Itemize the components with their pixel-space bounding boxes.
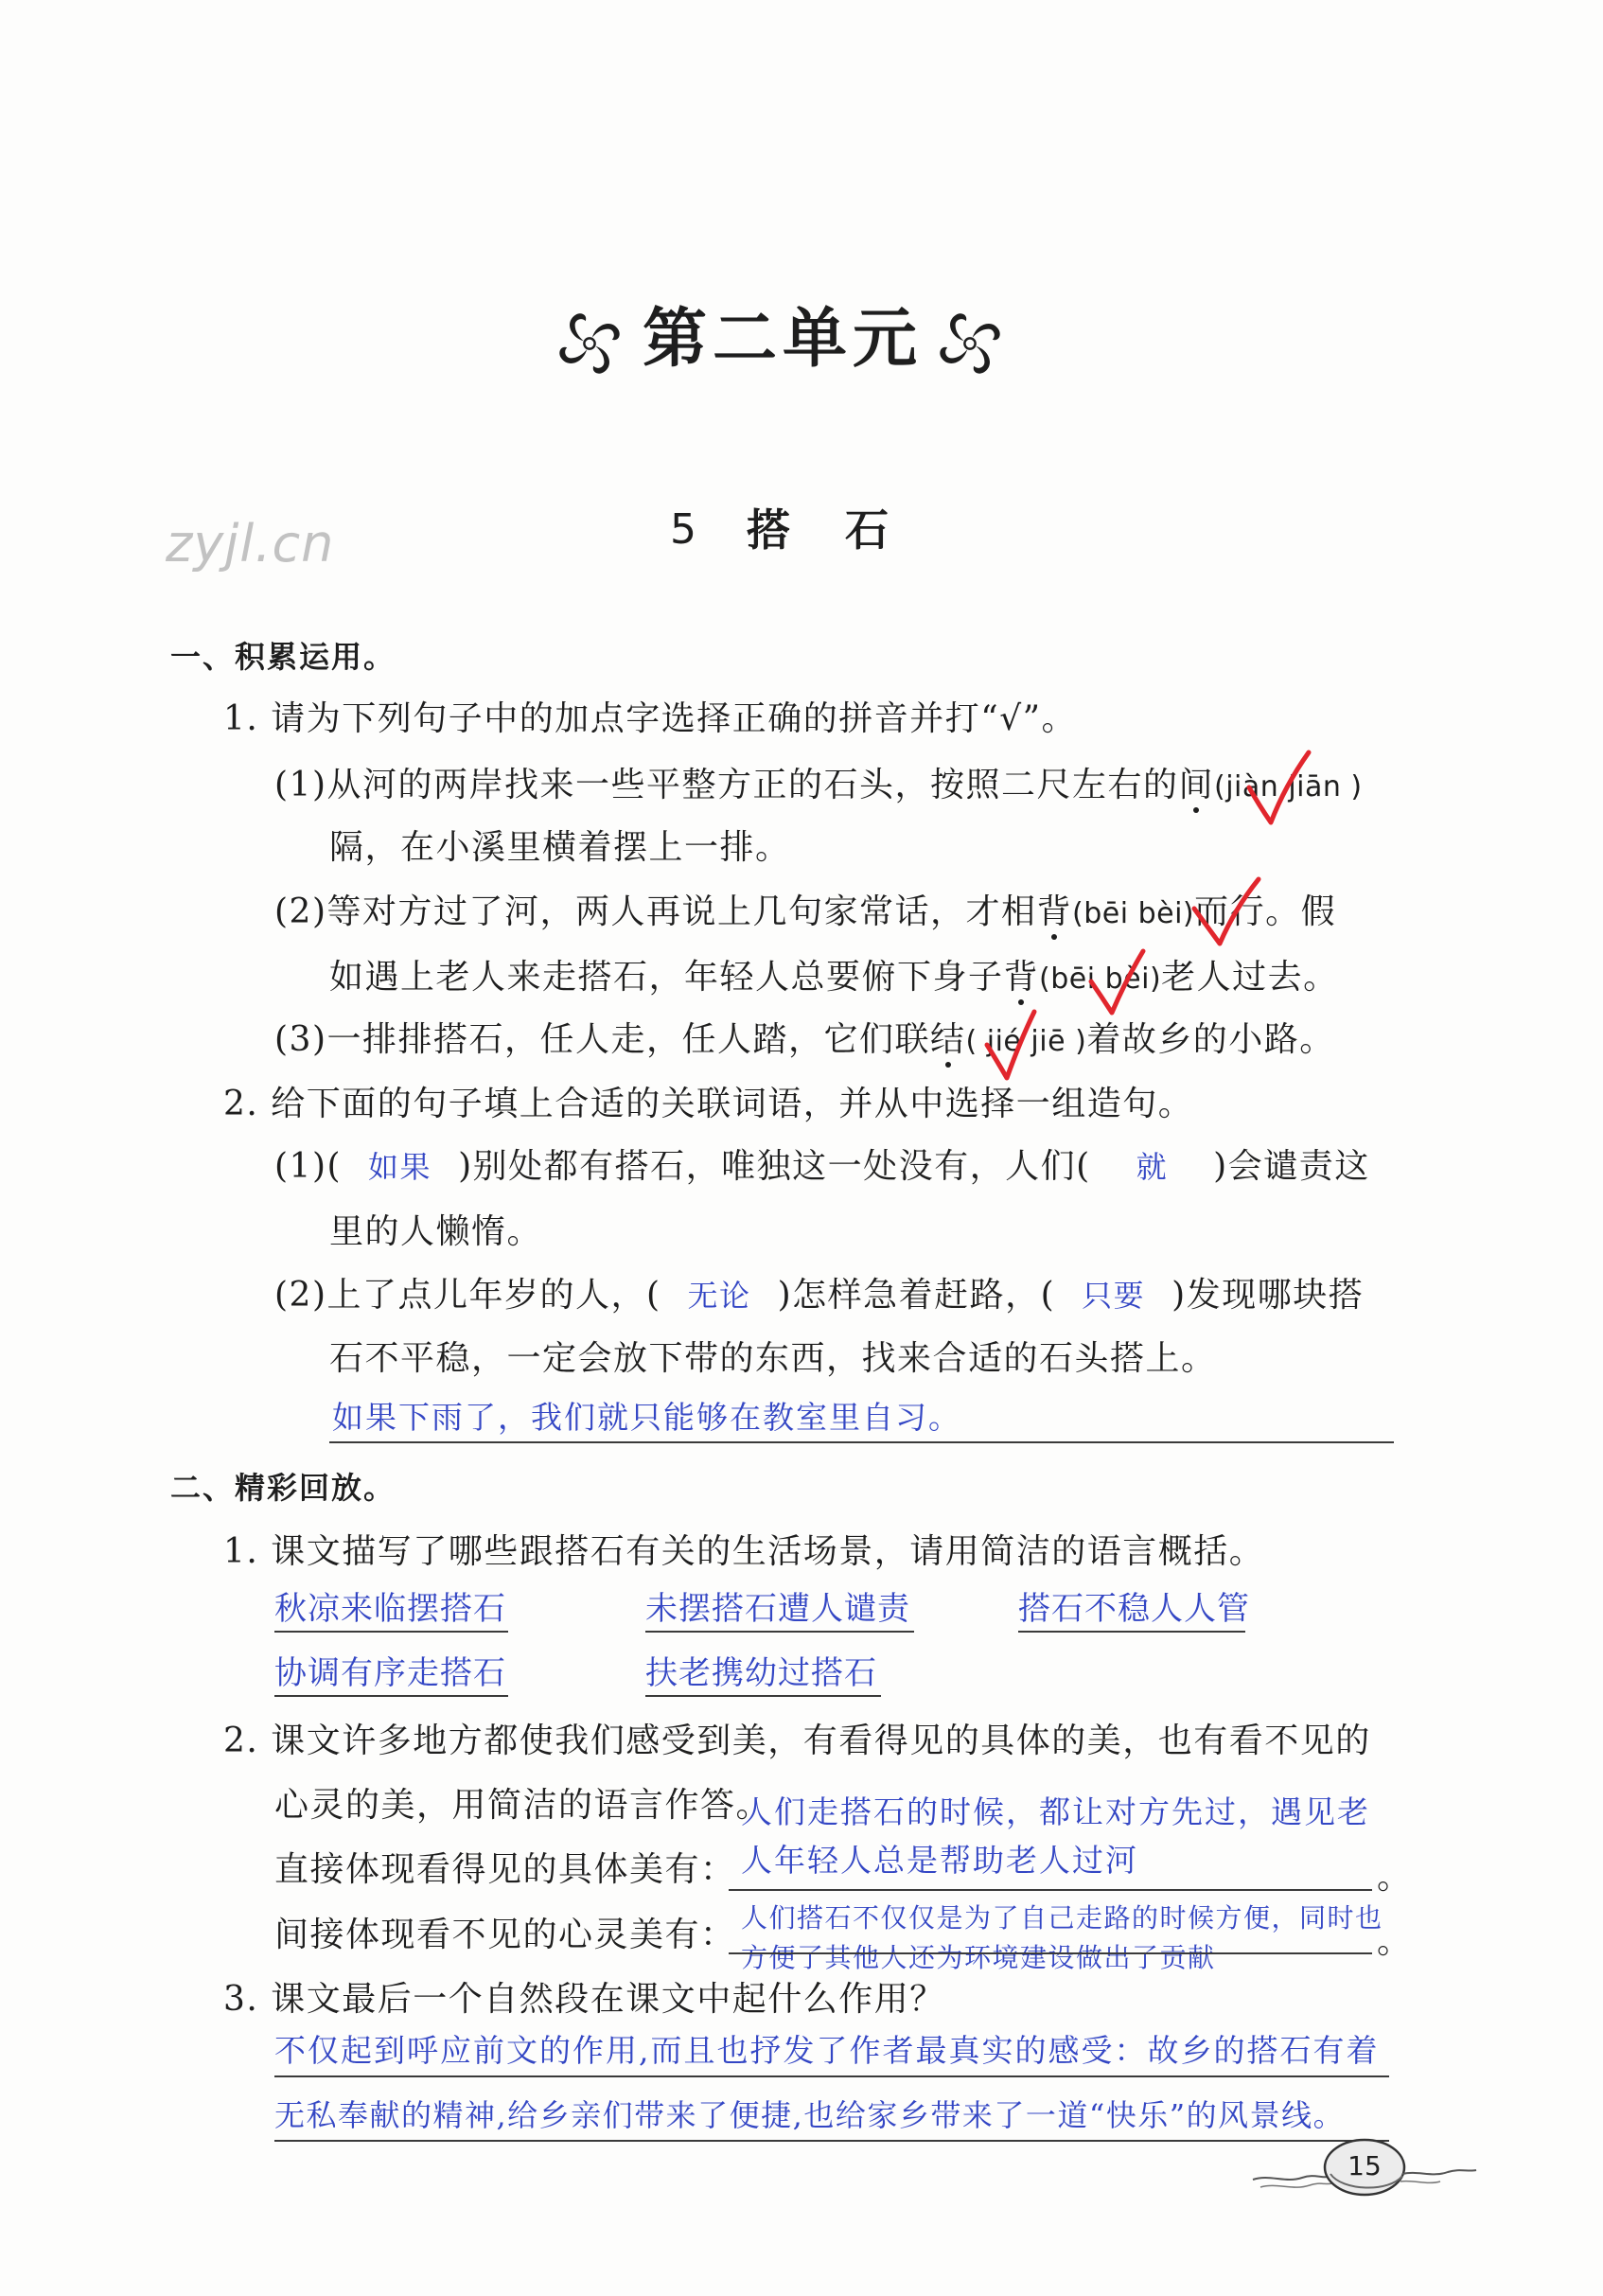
line-text: 着故乡的小路。 xyxy=(1086,1020,1335,1059)
question-line xyxy=(274,1020,1335,1059)
question-line xyxy=(274,768,1363,804)
handwritten-answer: 人年轻人总是帮助老人过河 xyxy=(741,1842,1138,1879)
pinyin-options: (bēi bèi) xyxy=(1039,963,1162,996)
question-prompt: 1. 请为下列句子中的加点字选择正确的拼音并打“√”。 xyxy=(223,699,1078,738)
answer-underline xyxy=(729,1952,1372,1954)
section-heading: 一、积累运用。 xyxy=(170,639,396,675)
line-text: 而行。假 xyxy=(1194,892,1337,931)
line-text: )发现哪块搭 xyxy=(1171,1276,1365,1315)
line-text: (2)上了点儿年岁的人，( xyxy=(274,1276,661,1315)
pinyin-options: (jiàn jiān ) xyxy=(1214,770,1363,804)
dotted-character: 背 xyxy=(1036,892,1073,931)
dotted-character: 间 xyxy=(1178,766,1215,804)
swirl-ornament-left-icon xyxy=(556,310,623,377)
scene-answer: 搭石不稳人人管 xyxy=(1018,1589,1245,1633)
handwritten-answer: 方便了其他人还为环境建设做出了贡献 xyxy=(741,1942,1216,1973)
watermark: zyjl.cn xyxy=(166,514,335,574)
question-prompt: 1. 课文描写了哪些跟搭石有关的生活场景，请用简洁的语言概括。 xyxy=(223,1532,1265,1571)
pinyin-options: ( jié jiē ) xyxy=(965,1025,1087,1058)
answer-underline xyxy=(274,2140,1389,2142)
answer-underline xyxy=(329,1441,1394,1443)
line-text: )会谴责这 xyxy=(1213,1147,1370,1186)
lesson-title: 搭石 xyxy=(747,504,943,556)
question-line: 里的人懒惰。 xyxy=(329,1212,543,1251)
swirl-ornament-right-icon xyxy=(937,310,1003,377)
answer-label: 间接体现看不见的心灵美有： xyxy=(274,1916,736,1954)
handwritten-answer: 不仅起到呼应前文的作用,而且也抒发了作者最真实的感受：故乡的搭石有着 xyxy=(274,2032,1380,2069)
question-prompt: 2. 课文许多地方都使我们感受到美，有看得见的具体的美，也有看不见的 xyxy=(223,1722,1371,1760)
line-text: )别处都有搭石，唯独这一处没有，人们( xyxy=(458,1147,1091,1186)
line-text: (2)等对方过了河，两人再说上几句家常话，才相 xyxy=(274,892,1037,931)
question-line xyxy=(274,1147,1370,1186)
question-line: 石不平稳，一定会放下带的东西，找来合适的石头搭上。 xyxy=(329,1339,1217,1378)
line-text: 如遇上老人来走搭石，年轻人总要俯下身子 xyxy=(329,958,1004,997)
section-heading: 二、精彩回放。 xyxy=(170,1470,396,1506)
question-prompt: 3. 课文最后一个自然段在课文中起什么作用？ xyxy=(223,1980,945,2019)
line-text: (1)从河的两岸找来一些平整方正的石头，按照二尺左右的 xyxy=(274,766,1179,804)
question-line: 心灵的美，用简洁的语言作答。 xyxy=(274,1786,772,1825)
question-line xyxy=(274,1276,1365,1315)
filled-answer: 只要 xyxy=(1082,1278,1146,1314)
end-punctuation: 。 xyxy=(1377,1858,1413,1897)
handwritten-answer: 人们搭石不仅仅是为了自己走路的时候方便，同时也 xyxy=(741,1902,1383,1934)
filled-answer: 如果 xyxy=(368,1149,432,1185)
question-line xyxy=(329,958,1339,997)
lesson-number: 5 xyxy=(670,505,696,554)
dotted-character: 结 xyxy=(930,1020,966,1059)
handwritten-answer: 无私奉献的精神,给乡亲们带来了便捷,也给家乡带来了一道“快乐”的风景线。 xyxy=(274,2097,1346,2133)
filled-answer: 就 xyxy=(1136,1149,1169,1185)
answer-underline xyxy=(729,1889,1372,1891)
dotted-character: 背 xyxy=(1003,958,1040,997)
answer-underline xyxy=(274,2075,1389,2077)
line-text: (3)一排排搭石，任人走，任人踏，它们联 xyxy=(274,1020,930,1059)
end-punctuation: 。 xyxy=(1377,1922,1413,1961)
filled-answer: 无论 xyxy=(687,1278,751,1314)
scene-answer: 协调有序走搭石 xyxy=(274,1653,508,1697)
line-text: 老人过去。 xyxy=(1161,958,1339,997)
handwritten-answer: 人们走搭石的时候，都让对方先过，遇见老 xyxy=(741,1793,1370,1830)
scene-answer: 扶老携幼过搭石 xyxy=(645,1653,881,1697)
question-line xyxy=(274,892,1337,931)
line-text: (1)( xyxy=(274,1147,343,1186)
line-text: )怎样急着赶路，( xyxy=(777,1276,1056,1315)
scene-answer: 未摆搭石遭人谴责 xyxy=(645,1589,914,1633)
answer-label: 直接体现看得见的具体美有： xyxy=(274,1850,736,1889)
pinyin-options: (bēi bèi) xyxy=(1072,897,1195,930)
question-prompt: 2. 给下面的句子填上合适的关联词语，并从中选择一组造句。 xyxy=(223,1085,1194,1123)
handwritten-answer: 如果下雨了，我们就只能够在教室里自习。 xyxy=(332,1399,961,1436)
unit-title: 第二单元 xyxy=(643,301,924,377)
question-line: 隔，在小溪里横着摆上一排。 xyxy=(329,828,791,867)
scene-answer: 秋凉来临摆搭石 xyxy=(274,1589,508,1633)
page-number: 15 xyxy=(1348,2150,1382,2181)
